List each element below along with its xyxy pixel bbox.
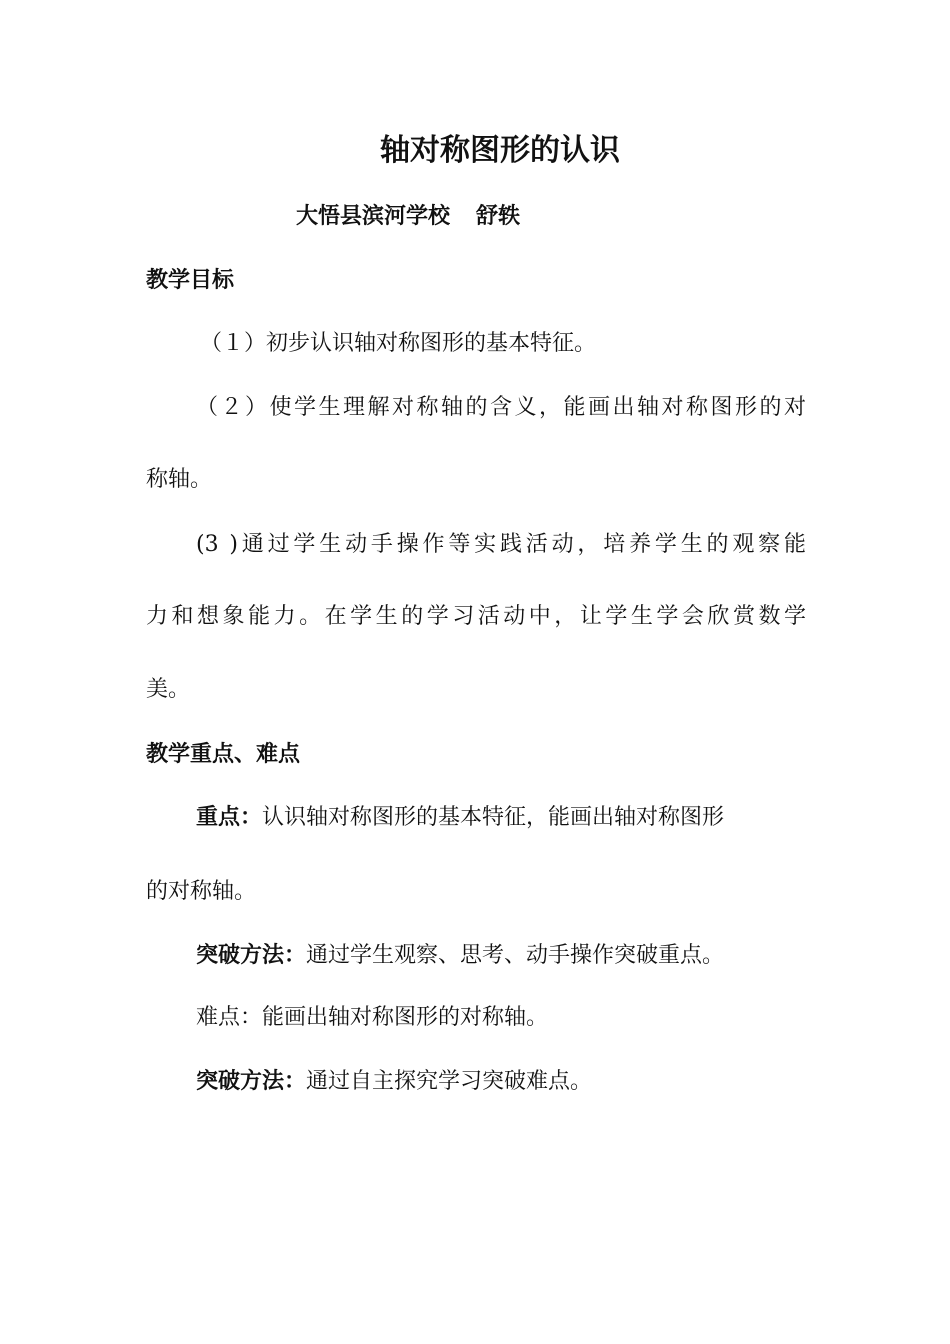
method-1-label: 突破方法： — [196, 942, 307, 968]
focus-line-1 — [196, 802, 724, 833]
objectives-heading: 教学目标 — [146, 268, 235, 293]
method-1-line — [196, 940, 724, 971]
author-school: 大悟县滨河学校 — [296, 203, 451, 229]
document-title: 轴对称图形的认识 — [380, 133, 620, 168]
keypoints-heading: 教学重点、难点 — [146, 742, 301, 767]
focus-label: 重点： — [196, 804, 263, 830]
objective-item-2-line-2: 称轴。 — [146, 467, 213, 492]
focus-line-2: 的对称轴。 — [146, 879, 257, 904]
objective-item-2-line-1: （２）使学生理解对称轴的含义，能画出轴对称图形的对 — [196, 395, 806, 420]
objective-item-3-line-3: 美。 — [146, 677, 191, 702]
method-1-text: 通过学生观察、思考、动手操作突破重点。 — [306, 943, 725, 968]
author-name: 舒轶 — [476, 203, 521, 229]
method-2-text: 通过自主探究学习突破难点。 — [306, 1069, 593, 1094]
difficulty-line: 难点：能画出轴对称图形的对称轴。 — [196, 1005, 549, 1030]
objective-item-1: （１）初步认识轴对称图形的基本特征。 — [200, 331, 597, 356]
method-2-line — [196, 1066, 592, 1097]
method-2-label: 突破方法： — [196, 1068, 307, 1094]
objective-item-3-line-2: 力和想象能力。在学生的学习活动中，让学生学会欣赏数学 — [146, 604, 806, 629]
objective-item-3-line-1: (3 )通过学生动手操作等实践活动，培养学生的观察能 — [196, 532, 806, 557]
author-line — [296, 201, 520, 231]
focus-text: 认识轴对称图形的基本特征，能画出轴对称图形 — [262, 805, 725, 830]
